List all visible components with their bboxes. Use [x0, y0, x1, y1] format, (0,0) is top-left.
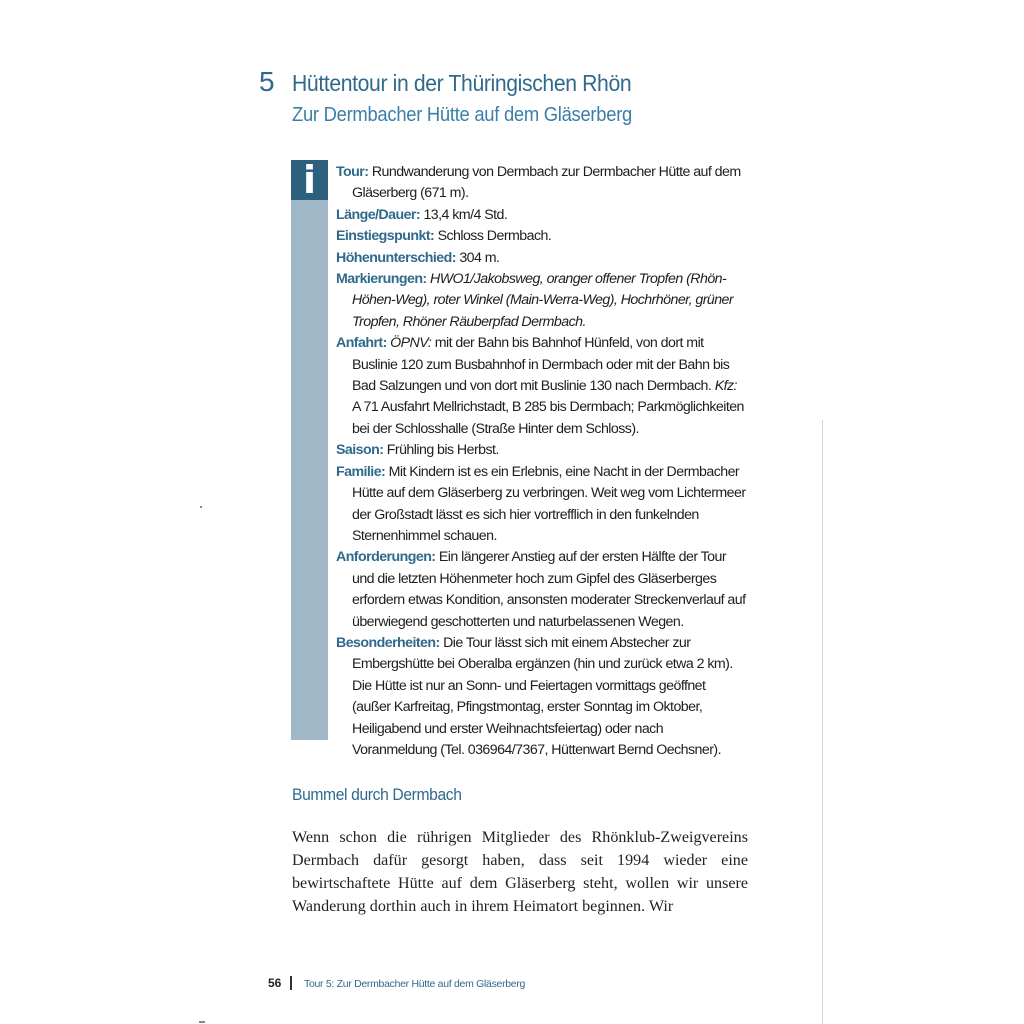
info-key: Saison:: [336, 442, 384, 459]
info-value: Ein längerer Anstieg auf der ersten Hälfte der Tour und die letzten Höhenmeter hoch zum Gipfel des Gläserberges erfordern etwas Kondition, ansonsten moderater Streckenverlauf auf überwiegend geschotterten und naturbelassenen Wegen.: [352, 549, 746, 630]
info-key: Einstiegspunkt:: [336, 228, 435, 245]
opnv-label: ÖPNV:: [386, 335, 432, 352]
info-key: Besonderheiten:: [336, 634, 440, 651]
info-icon: i: [291, 160, 328, 200]
info-key: Markierungen:: [336, 271, 427, 288]
info-arrival: [336, 333, 746, 440]
crop-line: [822, 420, 823, 1024]
footer-separator: [290, 976, 292, 990]
info-features: [336, 633, 746, 761]
info-key: Höhenunterschied:: [336, 249, 456, 266]
info-value: mit der Bahn bis Bahnhof Hünfeld, von dort mit Buslinie 120 zum Busbahnhof in Dermbach oder mit der Bahn bis Bad Salzungen und von dort mit Buslinie 130 nach Dermbach.: [352, 335, 730, 395]
section-heading: Bummel durch Dermbach: [292, 785, 462, 804]
info-key: Anforderungen:: [336, 549, 436, 566]
info-tour: [336, 162, 746, 205]
info-value: HWO1/Jakobsweg, oranger offener Tropfen (Rhön-Höhen-Weg), roter Winkel (Main-Werra-Weg), Hochrhöner, grüner Tropfen, Rhöner Räuberpfad Dermbach.: [352, 271, 734, 330]
info-season: [336, 440, 746, 461]
body-paragraph: Wenn schon die rührigen Mitglieder des Rhönklub-Zweigvereins Dermbach dafür gesorgt haben, dass seit 1994 wieder eine bewirtschaftete Hütte auf dem Gläserberg steht, wollen wir unsere Wanderung dorthin auch in ihrem Heimatort beginnen. Wir: [292, 829, 748, 915]
info-family: [336, 462, 746, 548]
info-value: A 71 Ausfahrt Mellrichstadt, B 285 bis Dermbach; Parkmöglichkeiten bei der Schlosshalle (Straße Hinter dem Schloss).: [352, 399, 744, 437]
info-elevation: [336, 248, 746, 269]
kfz-label: Kfz:: [711, 378, 737, 395]
page-subtitle: Zur Dermbacher Hütte auf dem Gläserberg: [292, 104, 633, 126]
info-box: [336, 162, 746, 761]
page-number: 56: [268, 976, 282, 990]
info-key: Anfahrt:: [336, 335, 387, 352]
info-value: Schloss Dermbach.: [434, 228, 552, 245]
crop-mark: [200, 506, 202, 508]
info-sidebar-bar: [291, 160, 328, 740]
info-key: Familie:: [336, 463, 386, 480]
info-key: Länge/Dauer:: [336, 206, 421, 223]
info-requirements: [336, 547, 746, 633]
info-value: Die Tour lässt sich mit einem Abstecher zur Embergshütte bei Oberalba ergänzen (hin und zurück etwa 2 km). Die Hütte ist nur an Sonn- und Feiertagen vormittags geöffnet (außer Karfreitag, Pfingstmontag, erster Sonntag im Oktober, Heiligabend und erster Weihnachtsfeiertag) oder nach Voranmeldung (Tel. 036964/7367, Hüttenwart Bernd Oechsner).: [352, 634, 733, 758]
info-value: Rundwanderung von Dermbach zur Dermbacher Hütte auf dem Gläserberg (671 m).: [352, 164, 741, 202]
info-value: 304 m.: [455, 249, 500, 266]
info-markings: [336, 269, 746, 333]
page-title: Hüttentour in der Thüringischen Rhön: [292, 70, 632, 96]
info-key: Tour:: [336, 164, 369, 180]
info-length: [336, 205, 746, 226]
info-value: Mit Kindern ist es ein Erlebnis, eine Nacht in der Dermbacher Hütte auf dem Gläserberg zu verbringen. Weit weg vom Lichtermeer der Großstadt lässt es sich hier vortrefflich in den funkelnden Sternenhimmel schauen.: [352, 463, 746, 544]
info-value: 13,4 km/4 Std.: [420, 206, 508, 223]
running-footer-title: Tour 5: Zur Dermbacher Hütte auf dem Gläserberg: [304, 978, 526, 990]
info-start: [336, 226, 746, 247]
info-value: Frühling bis Herbst.: [383, 442, 499, 459]
crop-mark: [199, 1021, 205, 1023]
chapter-number: 5: [259, 66, 275, 97]
